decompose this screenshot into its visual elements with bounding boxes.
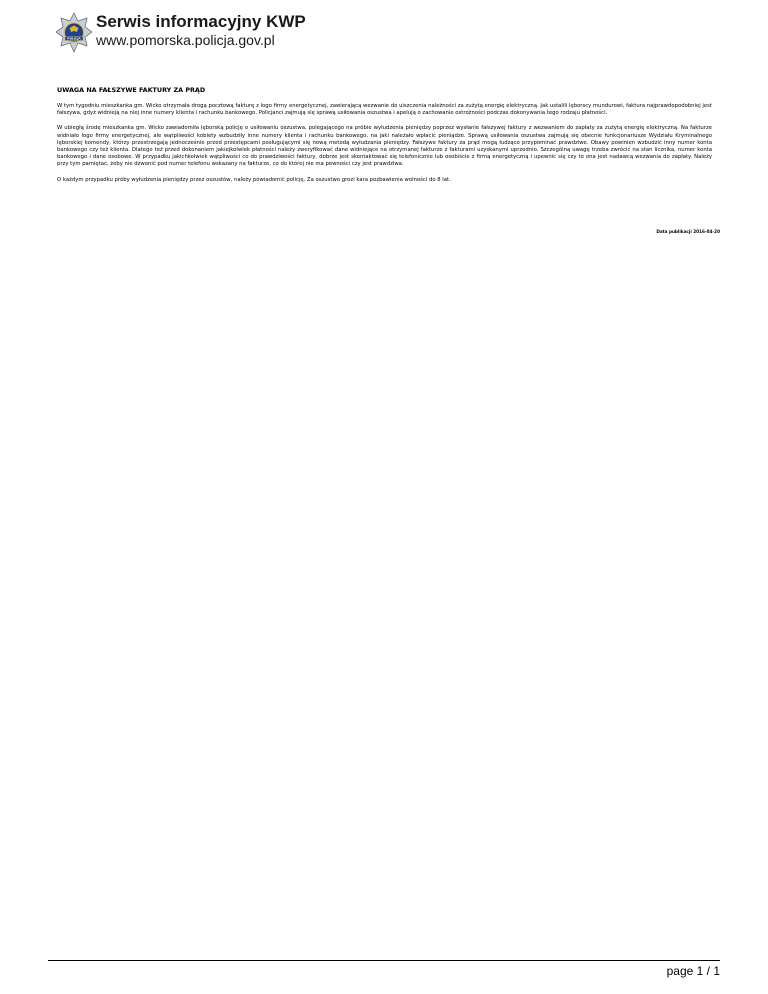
police-star-badge-icon — [56, 12, 92, 54]
page-number: page 1 / 1 — [666, 964, 720, 978]
article-content — [57, 86, 712, 192]
article-paragraph: W ubiegłą środę mieszkanka gm. Wicko zawiadomiła lęborską policję o usiłowaniu oszustwa, polegającego na próbie wyłudzenia pieniędzy poprzez wysłanie fałszywej faktury z wezwaniem do zapłaty za zużytą energię elektryczną. Na fakturze widniało logo firmy energetycznej, ale wątpliwości kobiety wzbudziły inne numery klienta i rachunku bankowego, na jaki należało wpłacić pieniądze. Sprawą usiłowania oszustwa zajmują się obecnie funkcjonariusze Wydziału Kryminalnego lęborskiej komendy, którzy przestrzegają jednocześnie przed przestępcami posługującymi się nową metodą wyłudzania pieniędzy. Fałszywe faktury za prąd mogą łudząco przypominać prawdziwe. Obawy powinien wzbudzić inny numer konta bankowego czy też klienta. Dlatego też przed dokonaniem jakiejkolwiek płatności należy zweryfikować dane widniejące na otrzymanej fakturze z fakturami uzyskanymi uprzednio. Szczególną uwagę trzeba zwrócić na stan licznika, numer konta bankowego i dane osobowe. W przypadku jakichkolwiek wątpliwości co do prawdziwości faktury, dobrze jest skontaktować się telefonicznie lub osobiście z firmą energetyczną i upewnić się czy to ona jest nadawcą wezwania do zapłaty. Należy przy tym pamiętać, żeby nie dzwonić pod numer telefonu wskazany na fakturze, co do której nie ma pewności czy jest prawdziwa. — [57, 125, 712, 168]
article-paragraph: W tym tygodniu mieszkanka gm. Wicko otrzymała drogą pocztową fakturę z logo firmy energetycznej, zawierającą wezwanie do uiszczenia należności za zużytą energię elektryczną. Jak ustalili lęborscy mundurowi, faktura najprawdopodobniej jest fałszywa, gdyż widnieją na niej inne numery klienta i rachunku bankowego. Policjanci zajmują się sprawą usiłowania oszustwa i apelują o zachowanie ostrożności podczas dokonywania tego rodzaju płatności. — [57, 103, 712, 117]
site-url: www.pomorska.policja.gov.pl — [96, 32, 275, 48]
badge-text: POLICJA — [67, 36, 81, 41]
publication-date: Data publikacji 2016-04-20 — [656, 229, 720, 234]
article-paragraph: O każdym przypadku próby wyłudzenia pieniędzy przez oszustów, należy powiadomić policję. Za oszustwo grozi kara pozbawienia wolności do 8 lat. — [57, 176, 451, 183]
article-title: UWAGA NA FAŁSZYWE FAKTURY ZA PRĄD — [57, 86, 206, 94]
footer-divider — [48, 960, 720, 961]
site-header — [56, 12, 306, 56]
site-title: Serwis informacyjny KWP — [96, 12, 306, 31]
header-text — [96, 12, 306, 49]
